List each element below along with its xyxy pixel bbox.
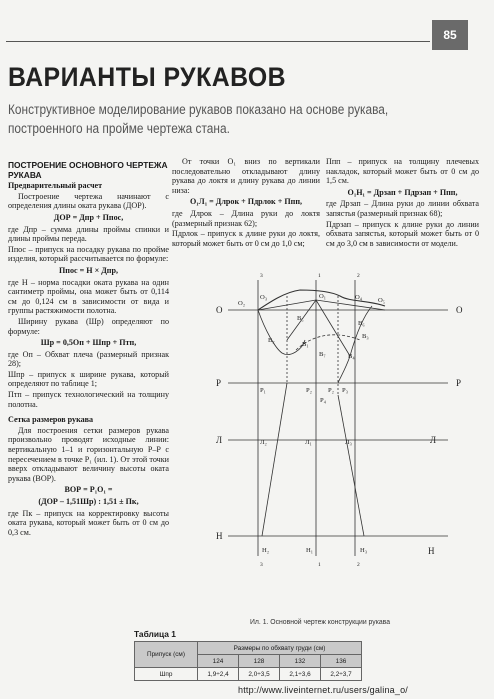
paragraph: Шпр – припуск к ширине рукава, который определяют по таблице 1; (8, 369, 169, 389)
footer-url: http://www.liveinternet.ru/users/galina_o/ (238, 685, 408, 695)
paragraph: Пдрлок – припуск к длине руки до локтя, который может быть от 0 см до 1,0 см; (172, 229, 320, 248)
vertical-label: 3 (260, 562, 263, 568)
table-size-cell: 132 (280, 655, 321, 668)
point-label: Л₂ (260, 439, 267, 446)
vertical-label: 1 (318, 273, 321, 279)
sleeve-front-side (338, 395, 364, 536)
page-number: 85 (432, 20, 468, 50)
point-label: О₂ (238, 300, 246, 307)
point-label: О₃ (260, 294, 268, 301)
paragraph: От точки О₁ вниз по вертикали последовательно откладывают длину рукава до локтя и длину рукава до линии низа: (172, 157, 320, 195)
paragraph: где Дпр – сумма длины проймы спинки и длины проймы переда. (8, 224, 169, 244)
table-cell: 2,1÷3,6 (280, 668, 321, 681)
table-row-label: Шпр (135, 668, 198, 681)
paragraph: Ппп – припуск на толщину плечевых накладок, который может быть от 0 см до 1,5 см. (326, 157, 479, 186)
point-label: В₆ (358, 320, 365, 327)
point-label: В₇ (319, 351, 326, 358)
formula: ДОР = Дпр + Ппос, (53, 212, 124, 222)
table-cell: 1,9÷2,4 (198, 668, 239, 681)
label-l-left: Л (216, 435, 223, 445)
label-o-left: О (216, 305, 223, 315)
point-label: В₂ (268, 337, 275, 344)
diagonal (316, 300, 385, 310)
formula: (ДОР – 1,51Шр) : 1,51 ± Пк, (38, 497, 139, 506)
paragraph: где Длрок – Длина руки до локтя (размерный признак 62); (172, 208, 320, 228)
paragraph: Пдрзап – припуск к длине руки до линии обхвата запястья, который может быть от 0 см до 3,0 см в зависимости от модели. (326, 219, 479, 248)
sleeve-back-side (262, 383, 287, 536)
paragraph: Птп – припуск технологический на толщину полотна. (8, 390, 169, 409)
section-heading: ПОСТРОЕНИЕ ОСНОВНОГО ЧЕРТЕЖА РУКАВА (8, 160, 168, 180)
paragraph: Для построения сетки размеров рукава произвольно проводят исходные линии: вертикальную 1–1 и горизонтальную Р–Р с пересечением в точке Р₁ (ил. 1). От этой точки вверх откладывают величину высоты оката рукава (ВОР). (8, 425, 169, 483)
point-label: Р₃ (342, 387, 348, 394)
paragraph: где Дрзап – Длина руки до линии обхвата запястья (размерный признак 68); (326, 199, 479, 218)
point-label: Р₁ (260, 387, 266, 394)
formula: Шр = 0,5Оп + Шпр + Птп, (40, 338, 137, 348)
label-p-right: Р (456, 378, 462, 388)
formula: О₁Л₁ = Длрок + Пдрлок + Ппп, (189, 197, 303, 207)
point-label: Н₁ (306, 547, 314, 554)
point-label: В₁ (302, 341, 309, 348)
paragraph: где Н – норма посадки оката рукава на один сантиметр проймы, она может быть от 0,114 см до 0,124 см в зависимости от вида и группы растяжимости полотна. (8, 277, 169, 316)
table-header-row (135, 642, 362, 655)
point-label: Р₂ (306, 387, 312, 394)
subheading-preliminary-calc: Предварительный расчет (8, 181, 103, 191)
paragraph: Построение чертежа начинают с определения длины оката рукава (ДОР). (8, 191, 169, 211)
page-subtitle: Конструктивное моделирование рукавов показано на основе рукава, построенного на пройме чертежа стана. (8, 102, 389, 136)
point-label: Н₂ (262, 547, 270, 554)
table-corner-header: Припуск (см) (135, 642, 198, 668)
figure-caption: Ил. 1. Основной чертеж конструкции рукава (250, 617, 391, 626)
point-label: Л₃ (345, 439, 352, 446)
label-p-left: Р (216, 378, 222, 388)
paragraph: где Пк – припуск на корректировку высоты оката рукава, который может быть от 0 см до 0,3 см. (8, 508, 169, 537)
table-cell: 2,2÷3,7 (321, 668, 362, 681)
label-o-right: О (456, 305, 463, 315)
formula: ВОР = Р₁О₁ = (64, 485, 113, 495)
point-label: В₅ (297, 315, 304, 322)
formula: Ппос = Н × Дпр, (59, 265, 118, 275)
diagonal (316, 300, 350, 356)
table-title: Таблица 1 (134, 629, 176, 639)
vertical-label: 2 (357, 273, 360, 279)
label-n-left: Н (216, 531, 223, 541)
table-size-cell: 136 (321, 655, 362, 668)
vertical-label: 3 (260, 273, 263, 279)
paragraph: Ширину рукава (Шр) определяют по формуле: (8, 316, 169, 336)
formula: О₁Н₁ = Дрзап + Пдрзап + Ппп, (347, 187, 458, 197)
point-label: В₄ (348, 353, 355, 360)
page-title: ВАРИАНТЫ РУКАВОВ (8, 62, 287, 92)
table-size-cell: 124 (198, 655, 239, 668)
paragraph: где Оп – Обхват плеча (размерный признак 28); (8, 349, 169, 369)
subheading-size-grid: Сетка размеров рукава (8, 415, 94, 425)
label-l-right: Л (430, 435, 437, 445)
point-label: О₅ (378, 297, 386, 304)
point-label: Р₂ (328, 387, 334, 394)
paragraph: Ппос – припуск на посадку рукава по пройме изделия, который рассчитывается по формуле: (8, 244, 169, 264)
table-group-header: Размеры по обхвату груди (см) (198, 642, 362, 655)
table-cell: 2,0÷3,5 (239, 668, 280, 681)
allowance-table (134, 641, 362, 681)
point-label: О₄ (355, 294, 363, 301)
vertical-label: 2 (357, 562, 360, 568)
label-n-right: Н (428, 546, 435, 556)
point-label: О₁ (319, 293, 327, 300)
table-size-cell: 128 (239, 655, 280, 668)
point-label: Н₃ (360, 547, 368, 554)
point-label: Р₄ (320, 397, 326, 404)
point-label: Л₁ (305, 439, 312, 446)
vertical-label: 1 (318, 562, 321, 568)
table-row (135, 668, 362, 681)
point-label: В₃ (362, 333, 369, 340)
